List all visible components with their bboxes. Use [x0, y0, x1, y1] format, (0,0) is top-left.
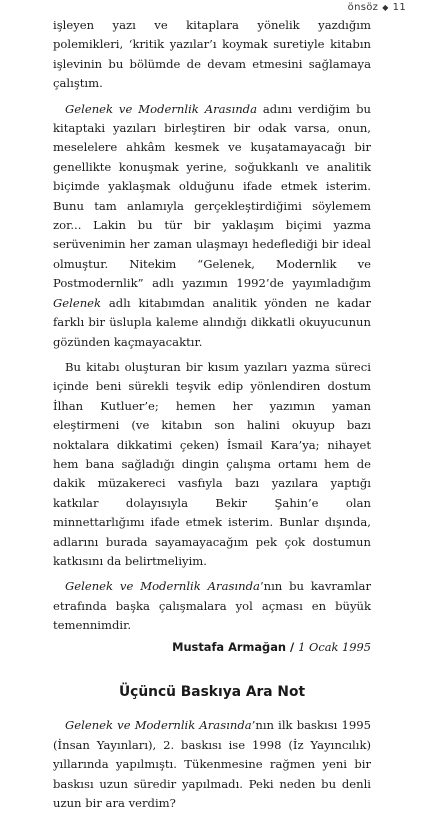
running-head — [348, 2, 406, 13]
book-title: Gelenek ve Modernlik Arasında — [65, 579, 260, 594]
diamond-icon: ◆ — [382, 3, 389, 12]
paragraph-1: işleyen yazı ve kitaplara yönelik yazdığım polemikleri, ‘kritik yazılar’ı koymak suretiyle kitabın işlevinin bu bölümde de devam etmesini sağlamaya çalıştım. — [53, 18, 371, 91]
paragraph-2: Gelenek ve Modernlik Arasında adını verdiğim bu kitaptaki yazıları birleştiren bir odak varsa, onun, meselelere ahkâm kesmek ve kuşatamayacağı bir genellikte konuşmak yerine, soğukkanlı ve analitik biçimde yaklaşmak olduğunu ifade etmek isterim. Bunu tam anlamıyla gerçekleştirdiğimi söylemem zor... Lakin bu tür bir yaklaşım biçimi yazma serüvenimin her zaman ulaşmayı hedeflediği bir ideal olmuştur. Nitekim “Gelenek, Modernlik ve Postmodernlik” adlı yazımın 1992’de yayımladığım Gelenek adlı kitabımdan analitik yönden ne kadar farklı bir üslupla kaleme alındığı dikkatli okuyucunun gözünden kaçmayacaktır. — [53, 101, 371, 349]
paragraph-4: Gelenek ve Modernlik Arasında’nın bu kavramlar etrafında başka çalışmalara yol açması en büyük temennimdir. — [53, 579, 371, 633]
author-name: Mustafa Armağan — [172, 639, 287, 654]
signature: Mustafa Armağan / 1 Ocak 1995 — [172, 639, 371, 654]
book-title: Gelenek ve Modernlik Arasında — [65, 718, 252, 733]
book-title: Gelenek ve Modernlik Arasında — [65, 101, 257, 116]
book-title: Gelenek — [53, 295, 102, 310]
signature-date: 1 Ocak 1995 — [298, 639, 371, 654]
running-head-section: önsöz — [347, 2, 379, 13]
section-heading: Üçüncü Baskıya Ara Not — [118, 684, 306, 700]
paragraph-3: Bu kitabı oluşturan bir kısım yazıları yazma süreci içinde beni sürekli teşvik edip yönlendiren dostum İlhan Kutluer’e; hemen her yazımın yaman eleştirmeni (ve kitabın son halini okuyup bazı noktalara dikkatimi çeken) İsmail Kara’ya; nihayet hem bana sağladığı dingin çalışma ortamı hem de dakik müzakereci vasfıyla bazı yazılara yaptığı katkılar dolayısıyla Bekir Şahin’e olan minnettarlığımı ifade etmek isterim. Bunlar dışında, adlarını burada sayamayacağım pek çok dostumun katkısını da belirtmeliyim. — [53, 359, 371, 568]
paragraph-5: Gelenek ve Modernlik Arasında’nın ilk baskısı 1995 (İnsan Yayınları), 2. baskısı ise 1998 (İz Yayıncılık) yıllarında yapılmıştı. Tükenmesine rağmen yeni bir baskısı uzun süredir yapılmadı. Peki neden bu denli uzun bir ara verdim? — [53, 718, 371, 811]
body-text — [53, 16, 371, 813]
page-number: 11 — [392, 2, 406, 13]
